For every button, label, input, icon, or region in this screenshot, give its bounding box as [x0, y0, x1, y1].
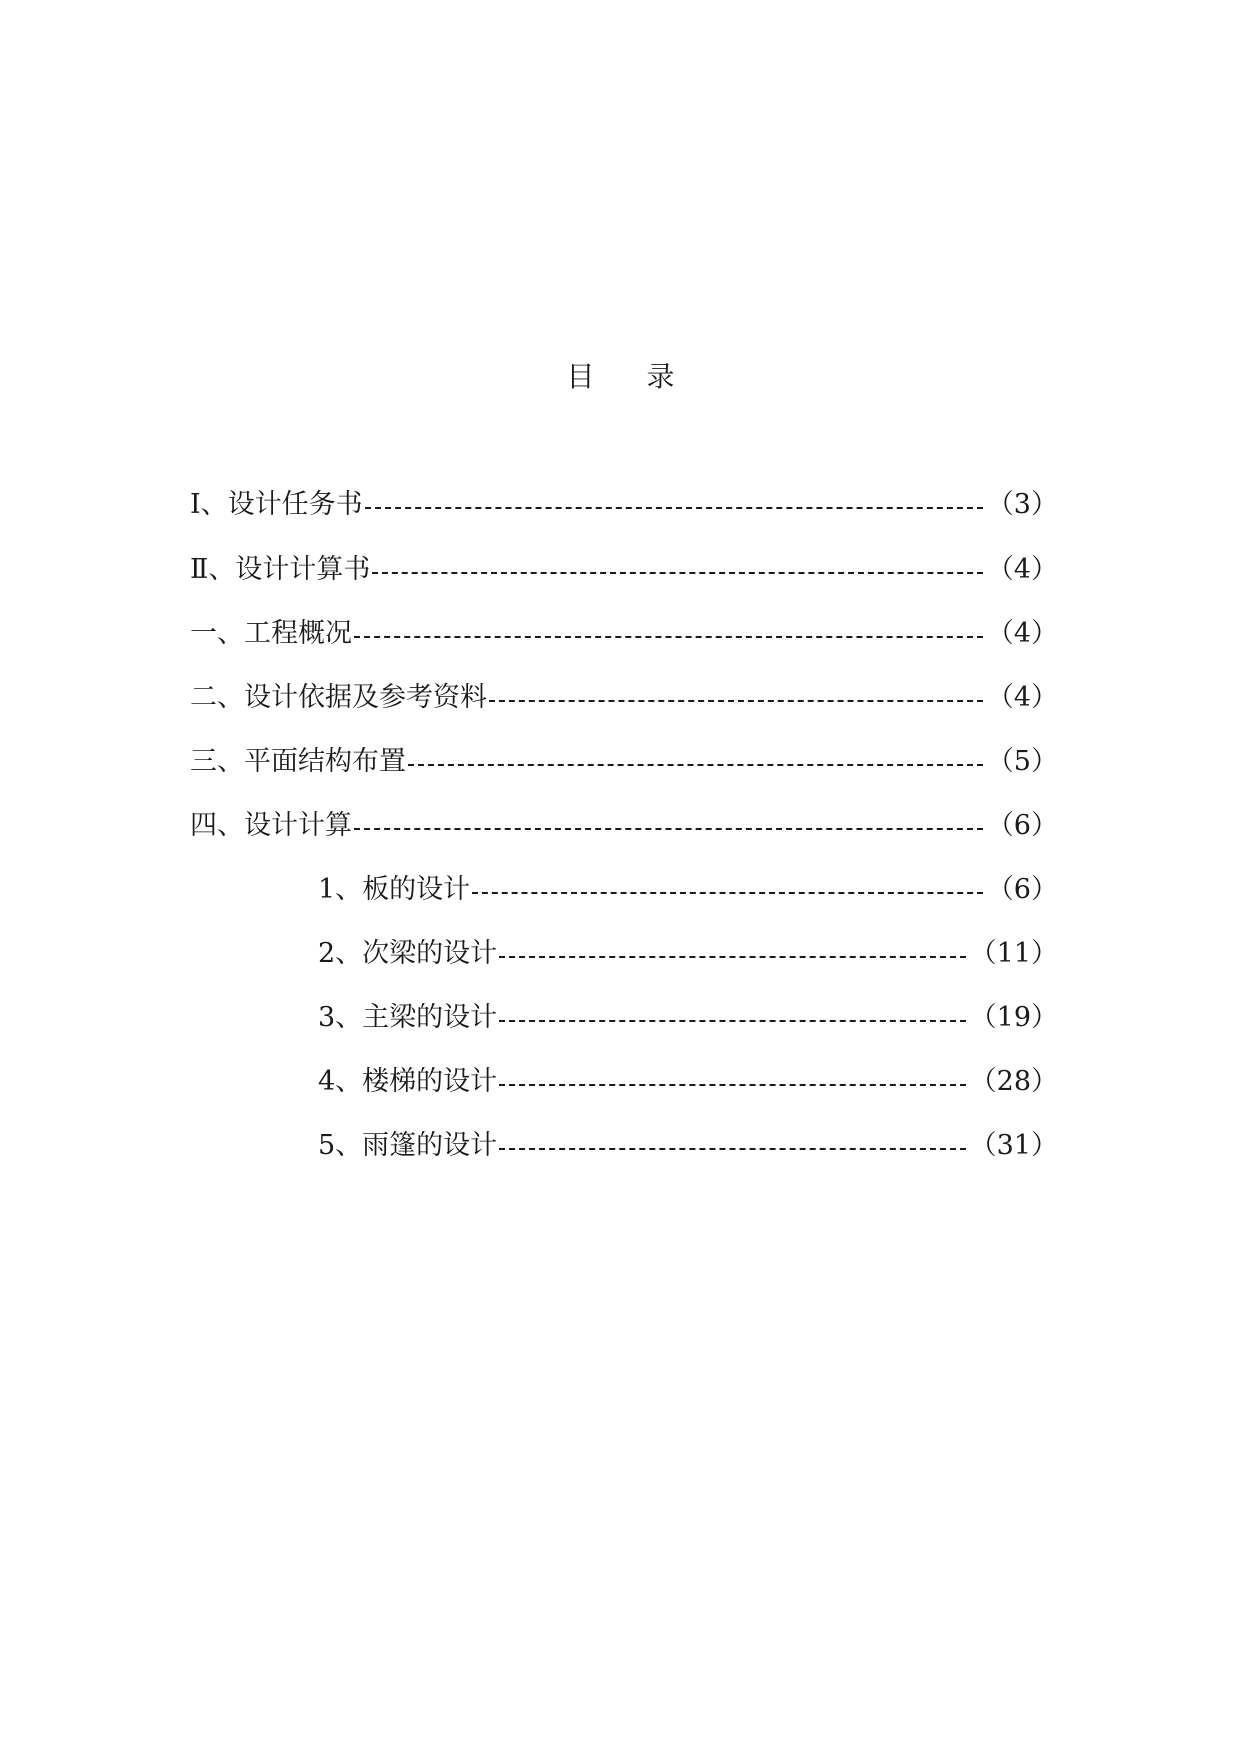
- toc-title-left: 目: [566, 360, 595, 393]
- toc-title: [0, 355, 1241, 395]
- toc-entry-page: （6）: [986, 810, 1058, 841]
- toc-subentry[interactable]: [318, 998, 1058, 1038]
- dot-leader: [365, 485, 983, 525]
- dot-leader: [372, 550, 982, 590]
- toc-subentry[interactable]: [318, 1126, 1058, 1166]
- toc-entry[interactable]: [190, 806, 1058, 846]
- toc-entry-label: 3、主梁的设计: [318, 1002, 498, 1033]
- toc-entry-page: （4）: [986, 554, 1058, 585]
- dot-leader: [489, 678, 983, 718]
- toc-entry[interactable]: [190, 742, 1058, 782]
- dot-leader: [354, 614, 983, 654]
- dot-leader: [354, 806, 983, 846]
- toc-subentry[interactable]: [318, 934, 1058, 974]
- toc-entry-page: （3）: [986, 489, 1058, 520]
- toc-entry-label: Ⅱ、设计计算书: [190, 554, 371, 585]
- toc-entry[interactable]: [190, 678, 1058, 718]
- dot-leader: [408, 742, 983, 782]
- toc-entry-page: （6）: [986, 874, 1058, 905]
- dot-leader: [499, 934, 965, 974]
- toc-subentry[interactable]: [318, 870, 1058, 910]
- toc-entry-label: 2、次梁的设计: [318, 938, 498, 969]
- dot-leader: [499, 998, 965, 1038]
- toc-entry-page: （19）: [969, 1002, 1058, 1033]
- toc-entry-page: （11）: [969, 938, 1058, 969]
- toc-title-right: 录: [646, 360, 675, 393]
- toc-subentry[interactable]: [318, 1062, 1058, 1102]
- dot-leader: [499, 1062, 965, 1102]
- toc-entry[interactable]: [190, 614, 1058, 654]
- toc-entry-label: 一、工程概况: [190, 618, 352, 649]
- toc-entry-label: 二、设计依据及参考资料: [190, 682, 487, 713]
- toc-entry-page: （31）: [969, 1130, 1058, 1161]
- toc-entry-label: 三、平面结构布置: [190, 746, 406, 777]
- toc-entry-label: 四、设计计算: [190, 810, 352, 841]
- toc-entry-label: 5、雨篷的设计: [318, 1130, 498, 1161]
- dot-leader: [472, 870, 983, 910]
- toc-entry-label: 1、板的设计: [318, 874, 471, 905]
- toc-entry-label: Ⅰ、设计任务书: [190, 489, 363, 520]
- dot-leader: [499, 1126, 965, 1166]
- toc-entry-page: （4）: [986, 618, 1058, 649]
- toc-entry[interactable]: [190, 485, 1058, 525]
- toc-entry-label: 4、楼梯的设计: [318, 1066, 498, 1097]
- toc-entry-page: （28）: [969, 1066, 1058, 1097]
- toc-entry[interactable]: [190, 550, 1058, 590]
- toc-entry-page: （4）: [986, 682, 1058, 713]
- toc-entry-page: （5）: [986, 746, 1058, 777]
